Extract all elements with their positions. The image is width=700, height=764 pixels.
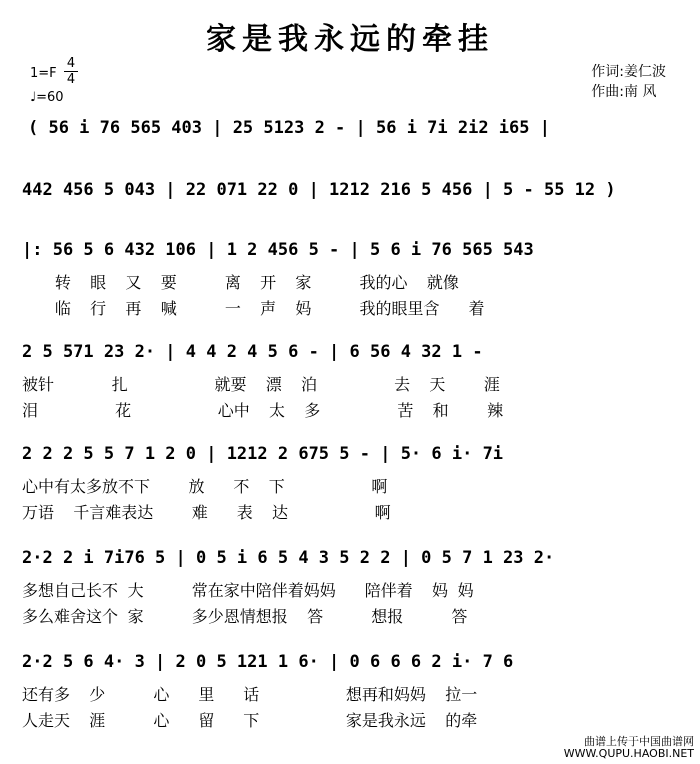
notation-line: 2 2 2 5 5 7 1 2 0 | 1212 2 675 5 - | 5· 6 i· 7i	[22, 444, 504, 464]
lyricist-credit: 作词:姜仁波	[591, 64, 666, 80]
time-signature-top: 4	[66, 56, 76, 71]
lyric-line-2: 万语 千言难表达 难 表 达 啊	[22, 503, 391, 522]
notation-line: 2 5 571 23 2· | 4 4 2 4 5 6 - | 6 56 4 32 1 -	[22, 342, 483, 362]
lyric-line-1: 被针 扎 就要 漂 泊 去 天 涯	[22, 375, 500, 394]
credits	[591, 62, 666, 102]
lyric-line-1: 还有多 少 心 里 话 想再和妈妈 拉一	[22, 685, 478, 704]
notation-line: 442 456 5 043 | 22 071 22 0 | 1212 216 5 456 | 5 - 55 12 )	[22, 180, 616, 200]
song-title: 家是我永远的牵挂	[206, 22, 494, 57]
notation-line: 2·2 5 6 4· 3 | 2 0 5 121 1 6· | 0 6 6 6 2 i· 7 6	[22, 652, 514, 672]
lyric-line-1: 心中有太多放不下 放 不 下 啊	[22, 477, 388, 496]
composer-credit: 作曲:南 风	[591, 84, 657, 100]
lyric-line-2: 人走天 涯 心 留 下 家是我永远 的牵	[22, 711, 478, 730]
lyric-line-1: 转 眼 又 要 离 开 家 我的心 就像	[26, 273, 459, 292]
watermark-line-2: WWW.QUPU.HAOBI.NET	[563, 747, 694, 760]
lyric-line-2: 泪 花 心中 太 多 苦 和 辣	[22, 401, 504, 420]
watermark-line-1: 曲谱上传于中国曲谱网	[584, 735, 694, 748]
time-signature-bottom: 4	[66, 72, 76, 87]
key-signature: 1=F	[30, 66, 57, 81]
tempo-marking: ♩=60	[30, 90, 64, 105]
watermark-footer	[564, 736, 694, 760]
notation-line: 2·2 2 i 7i76 5 | 0 5 i 6 5 4 3 5 2 2 | 0 5 7 1 23 2·	[22, 548, 555, 568]
lyric-line-1: 多想自己长不 大 常在家中陪伴着妈妈 陪伴着 妈 妈	[22, 581, 474, 600]
lyric-line-2: 多么难舍这个 家 多少恩情想报 答 想报 答	[22, 607, 468, 626]
notation-line: ( 56 i 76 565 403 | 25 5123 2 - | 56 i 7i 2i2 i65 |	[28, 118, 550, 138]
time-signature	[64, 56, 78, 87]
notation-line: |: 56 5 6 432 106 | 1 2 456 5 - | 5 6 i 76 565 543	[22, 240, 534, 260]
lyric-line-2: 临 行 再 喊 一 声 妈 我的眼里含 着	[26, 299, 485, 318]
